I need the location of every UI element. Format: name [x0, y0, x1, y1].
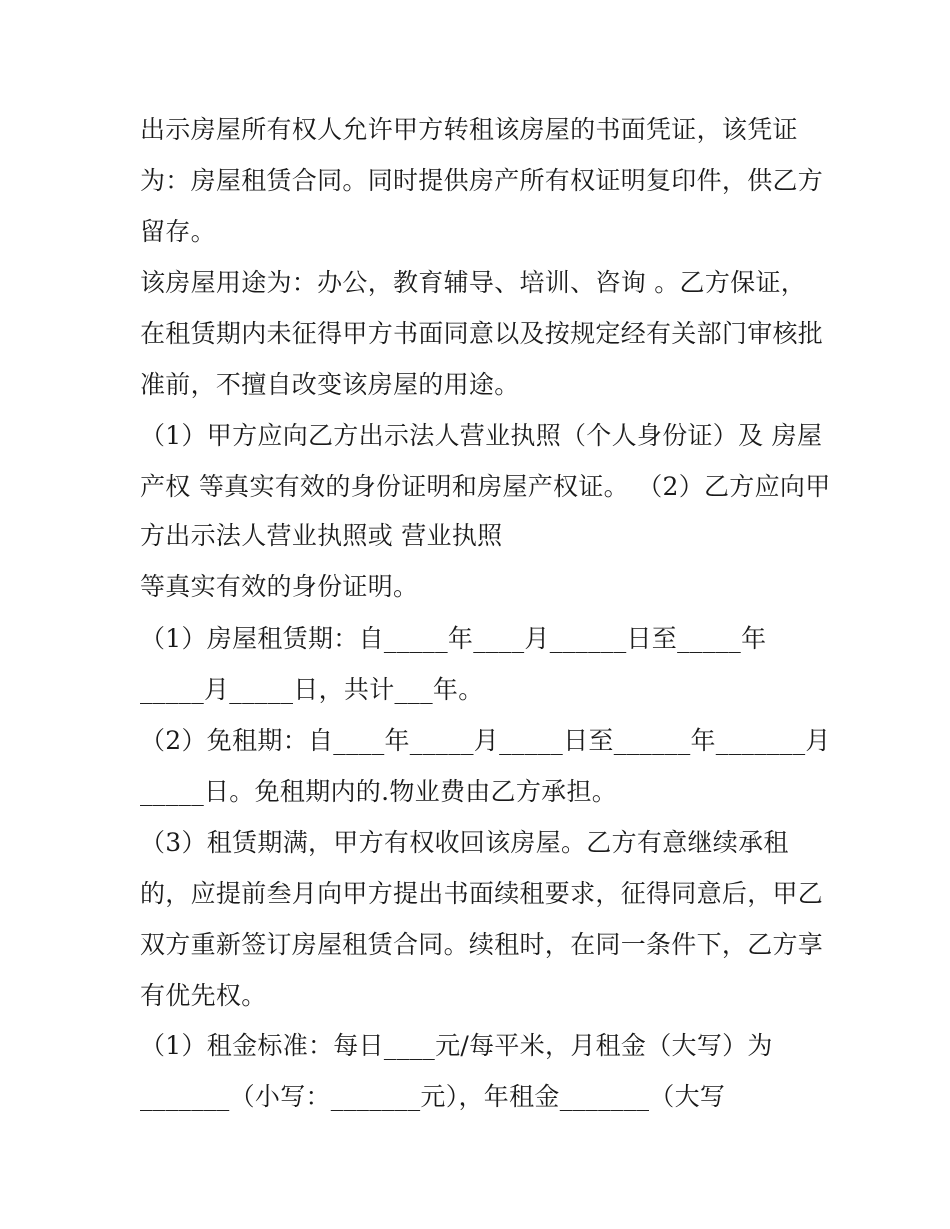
text-line: 的，应提前叁月向甲方提出书面续租要求，征得同意后，甲乙 [140, 879, 824, 908]
text-line: 双方重新签订房屋租赁合同。续租时，在同一条件下，乙方享 [140, 930, 824, 959]
text-line: （2）免租期：自____年_____月_____日至______年_______月 [140, 726, 831, 755]
text-line: 准前，不擅自改变该房屋的用途。 [140, 370, 520, 399]
text-line: _____日。免租期内的.物业费由乙方承担。 [140, 777, 618, 806]
text-line: （1）甲方应向乙方出示法人营业执照（个人身份证）及 房屋 [140, 421, 823, 450]
text-line: 为：房屋租赁合同。同时提供房产所有权证明复印件，供乙方 [140, 166, 824, 195]
text-line: （1）房屋租赁期：自_____年____月______日至_____年 [140, 624, 767, 653]
text-line: 有优先权。 [140, 981, 267, 1010]
text-line: 该房屋用途为：办公，教育辅导、培训、咨询 。乙方保证， [140, 268, 807, 297]
text-line: 留存。 [140, 217, 216, 246]
text-line: _______（小写：_______元），年租金_______（大写 [140, 1082, 726, 1111]
text-line: （3）租赁期满，甲方有权收回该房屋。乙方有意继续承租 [140, 828, 789, 857]
text-line: 在租赁期内未征得甲方书面同意以及按规定经有关部门审核批 [140, 319, 824, 348]
text-line: _____月_____日，共计___年。 [140, 675, 484, 704]
text-line: 出示房屋所有权人允许甲方转租该房屋的书面凭证，该凭证 [140, 115, 798, 144]
text-line: 方出示法人营业执照或 营业执照 [140, 521, 503, 550]
text-line: 等真实有效的身份证明。 [140, 572, 419, 601]
text-line: （1）租金标准：每日____元/每平米，月租金（大写）为 [140, 1031, 773, 1060]
text-line: 产权 等真实有效的身份证明和房屋产权证。 （2）乙方应向甲 [140, 472, 831, 501]
